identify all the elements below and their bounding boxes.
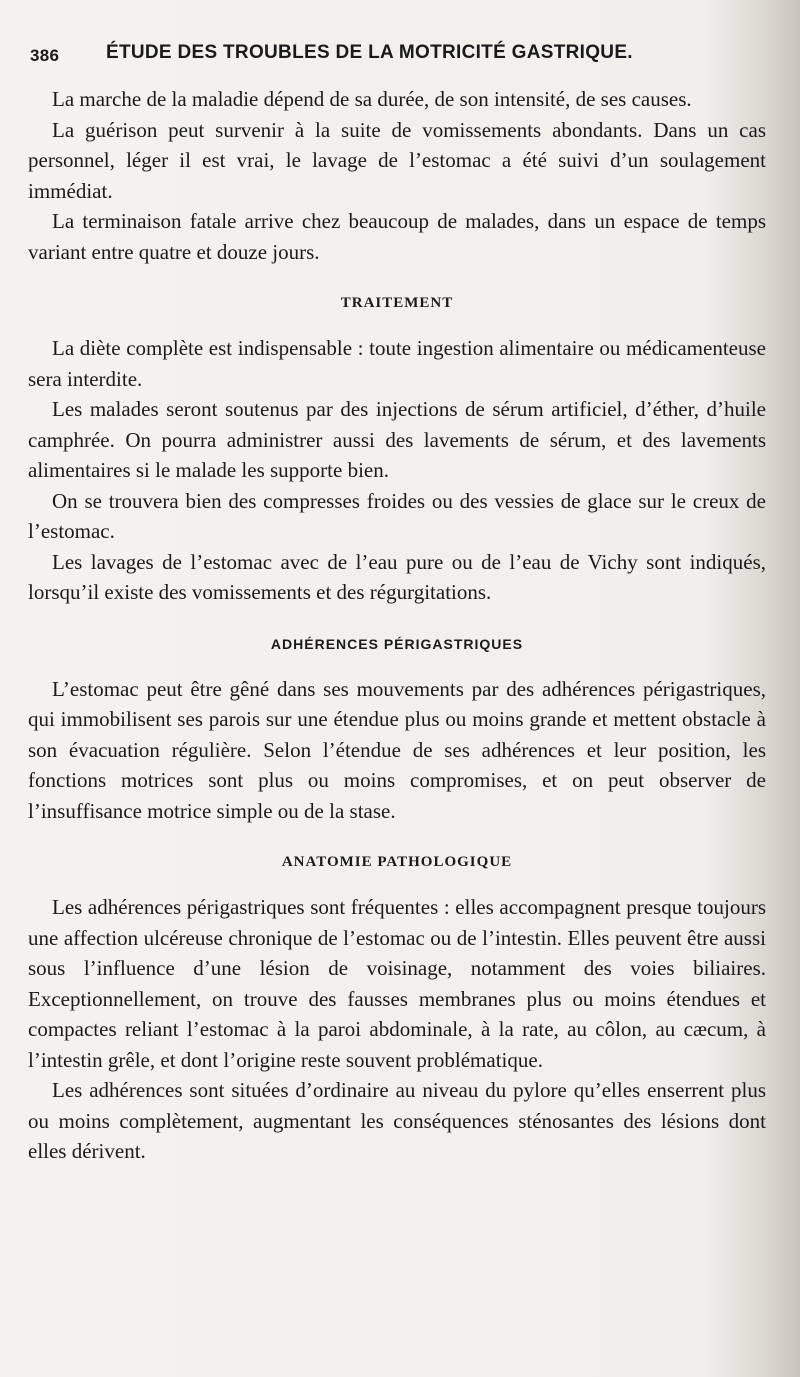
paragraph-lavages: Les lavages de l’estomac avec de l’eau pure ou de l’eau de Vichy sont indiqués, lorsqu’il existe des vomissements et des régurgitations. [28,549,766,604]
paragraph-fatal-outcome: La terminaison fatale arrive chez beaucoup de malades, dans un espace de temps variant entre quatre et douze jours. [28,209,766,264]
page-body [28,84,766,1167]
paragraph-injections: Les malades seront soutenus par des injections de sérum artificiel, d’éther, d’huile camphrée. On pourra administrer aussi des lavements de sérum, et des lavements alimentaires si le malade les supporte bien. [28,397,766,482]
section-heading-traitement: TRAITEMENT [340,295,454,311]
paragraph-adherences-intro: L’estomac peut être gêné dans ses mouvements par des adhérences périgastriques, qui immobilisent ses parois sur une étendue plus ou moins grande et mettent obstacle à son évacuation régulière. Selon l’étendue de ses adhérences et leur position, les fonctions motrices sont plus ou moins compromises, et on peut observer de l’insuffisance motrice simple ou de la stase. [28,676,766,823]
paragraph-recovery: La guérison peut survenir à la suite de vomissements abondants. Dans un cas personnel, léger il est vrai, le lavage de l’estomac a été suivi d’un soulagement immédiat. [28,117,766,203]
paragraph-adherences-location: Les adhérences sont situées d’ordinaire au niveau du pylore qu’elles enserrent plus ou moins complètement, augmentant les conséquences sténosantes des lésions dont elles dérivent. [28,1078,766,1163]
paragraph-compresses: On se trouvera bien des compresses froides ou des vessies de glace sur le creux de l’estomac. [28,488,766,543]
page-number: 386 [30,46,60,65]
section-heading-anatomie: ANATOMIE PATHOLOGIQUE [281,854,513,870]
paragraph-disease-course: La marche de la maladie dépend de sa durée, de son intensité, de ses causes. [52,87,692,111]
running-title: ÉTUDE DES TROUBLES DE LA MOTRICITÉ GASTRIQUE. [106,42,633,63]
paragraph-diet: La diète complète est indispensable : toute ingestion alimentaire ou médicamenteuse sera interdite. [28,336,766,391]
running-header [30,42,770,76]
section-heading-adherences: ADHÉRENCES PÉRIGASTRIQUES [270,635,524,652]
paragraph-adherences-frequency: Les adhérences périgastriques sont fréquentes : elles accompagnent presque toujours une affection ulcéreuse chronique de l’estomac ou de l’intestin. Elles peuvent être aussi sous l’influence d’une lésion de voisinage, notamment des voies biliaires. Exceptionnellement, on trouve des fausses membranes plus ou moins étendues et compactes reliant l’estomac à la paroi abdominale, à la rate, au côlon, au cæcum, à l’intestin grêle, et dont l’origine reste souvent problématique. [28,895,766,1072]
